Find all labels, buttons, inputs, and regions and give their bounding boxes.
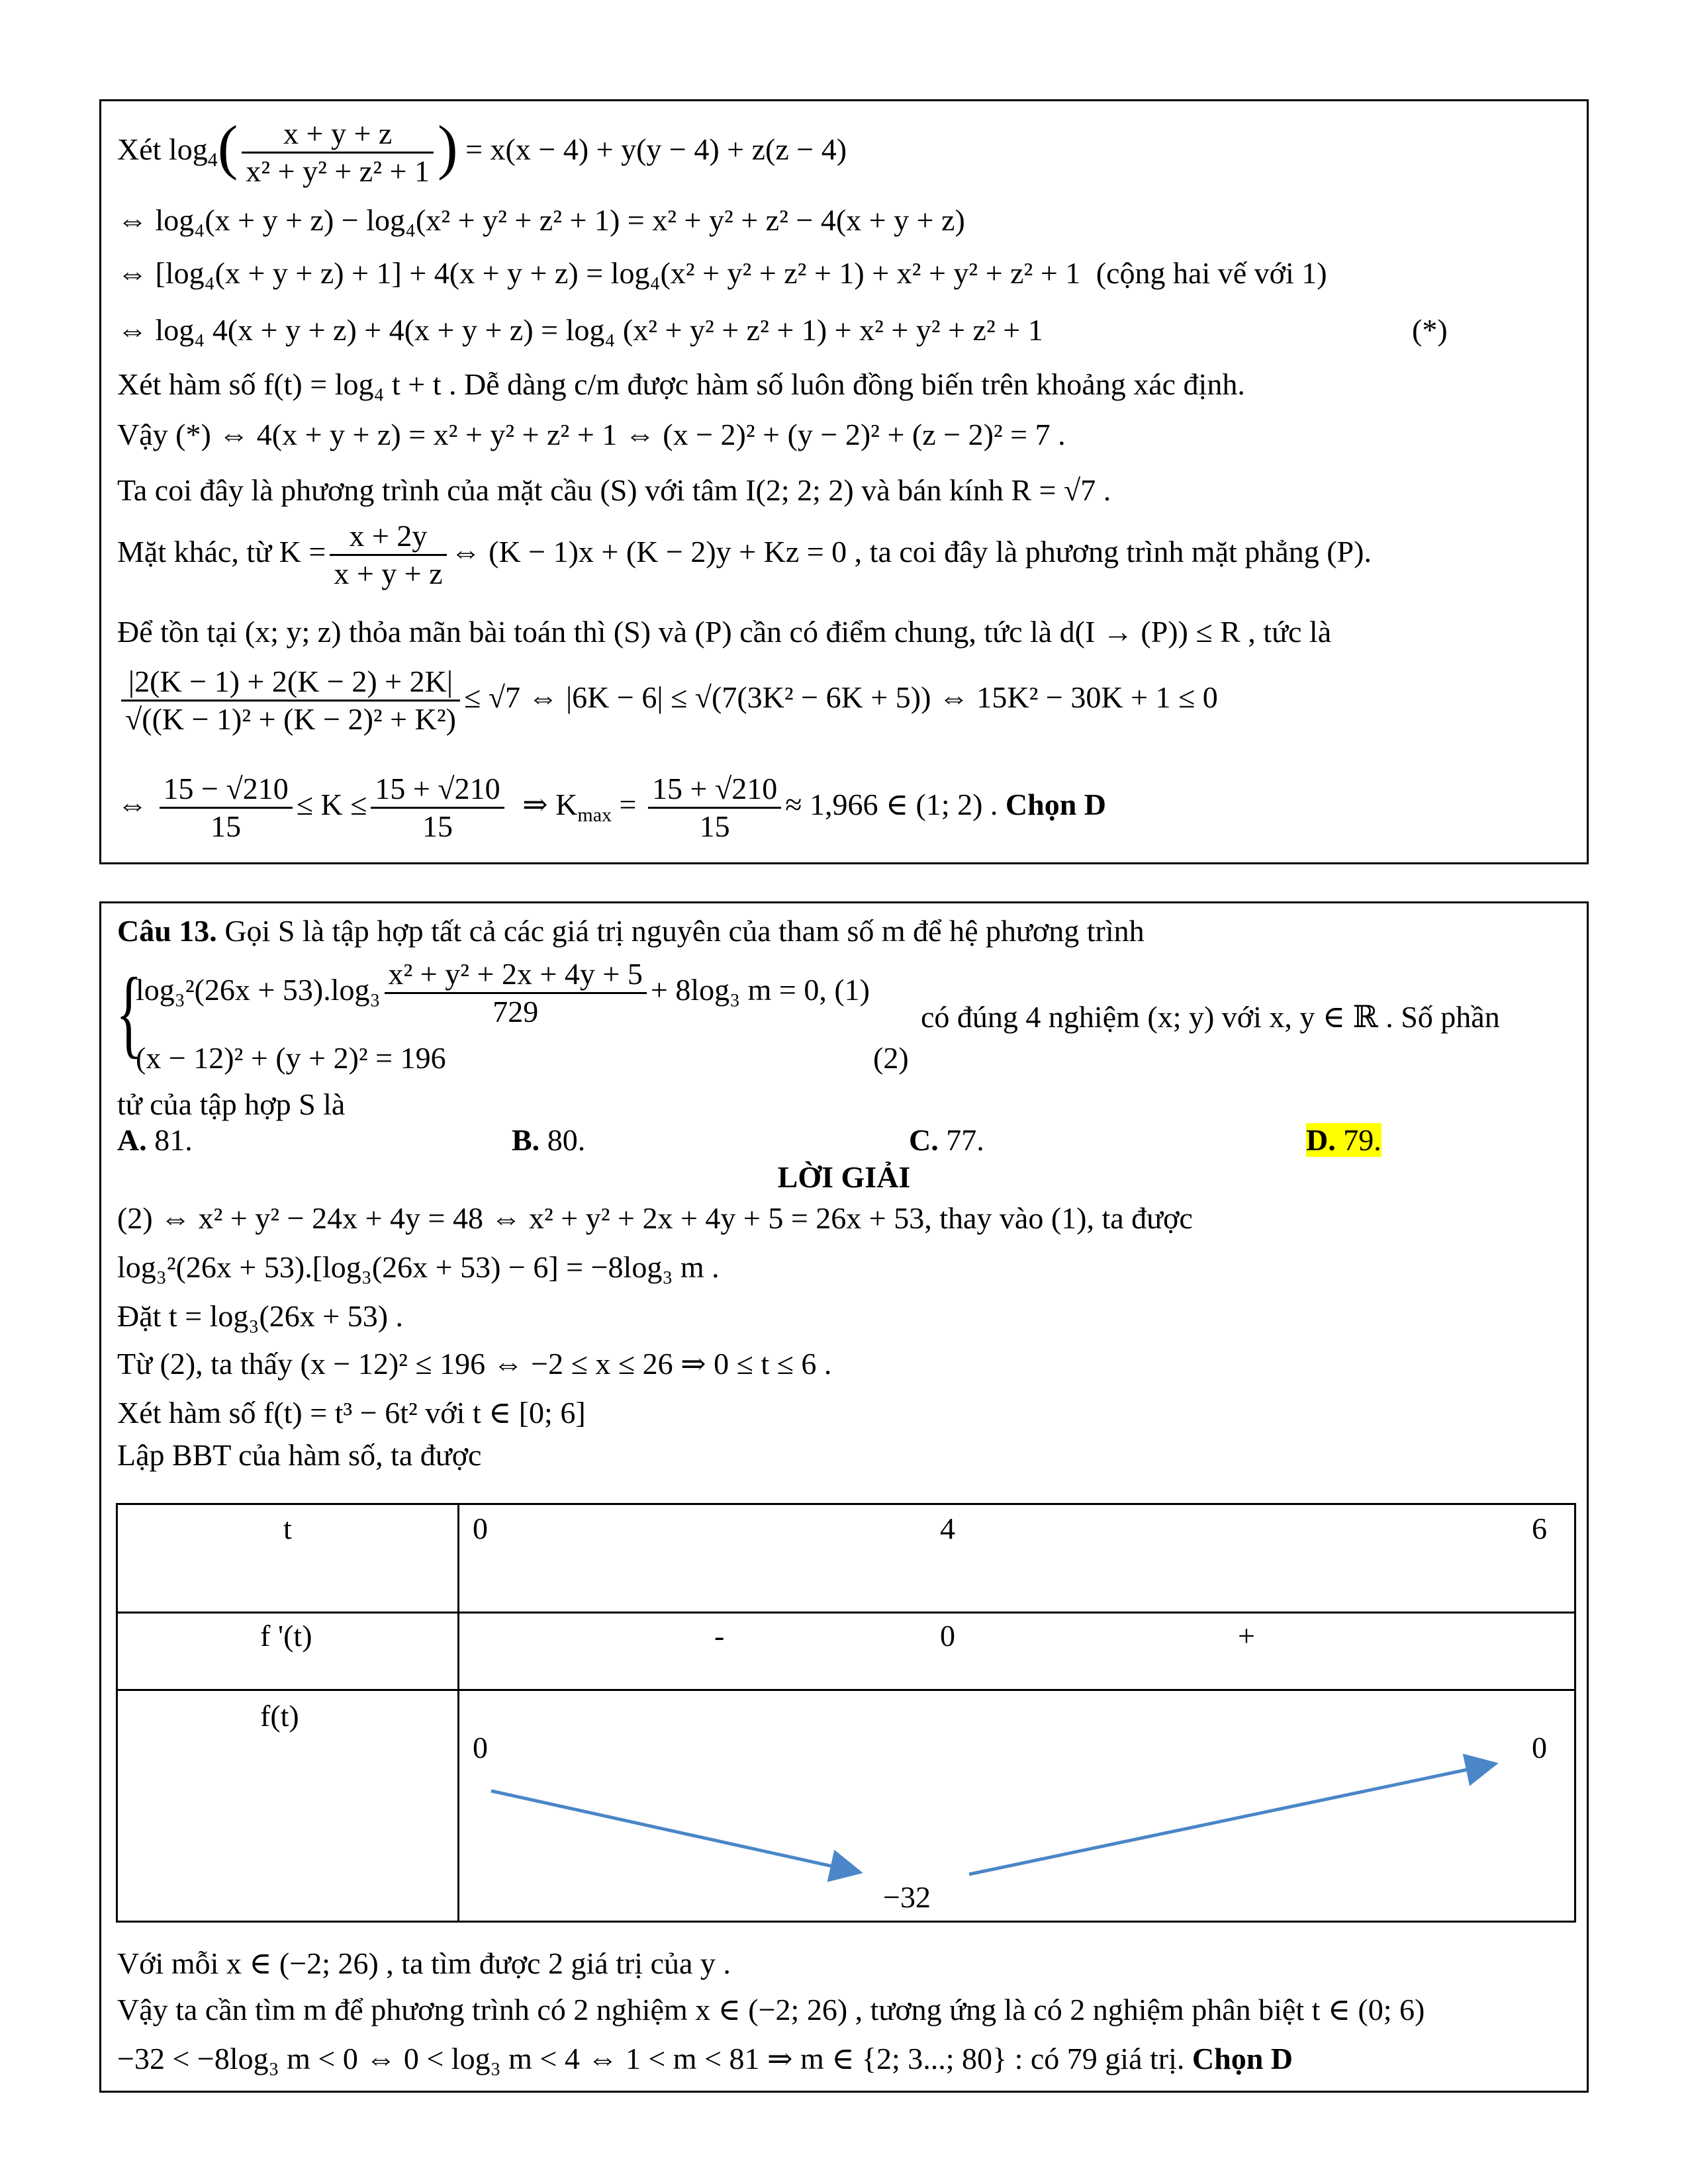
decreasing-arrow xyxy=(491,1791,857,1872)
system-eq-2: (x − 12)² + (y + 2)² = 196 xyxy=(136,1041,446,1075)
solution-line-8: Vậy ta cần tìm m để phương trình có 2 nghiệm x ∈ (−2; 26) , tương ứng là có 2 nghiệm phân biệt t ∈ (0; 6) xyxy=(117,1993,1425,2026)
solution-line-5: Xét hàm số f(t) = t³ − 6t² với t ∈ [0; 6] xyxy=(117,1396,586,1430)
option-d[interactable]: D. 79. xyxy=(1306,1123,1382,1157)
system-fraction: $\frac{\text{x² + y² + 2x + 4y + 5}}{729}$ xyxy=(385,956,647,1030)
question-tail: có đúng 4 nghiệm (x; y) với x, y ∈ ℝ . Số phần xyxy=(921,1000,1500,1034)
line-1: Xét $\log_4$( $\frac{x + y + z}{\text{x² + y² + z² + 1}}$ ) = x(x − 4) + y(y − 4) + z(z − 4) xyxy=(117,113,847,188)
question-box-13 xyxy=(99,901,1589,2093)
table-function-values xyxy=(459,1690,1575,1922)
line-5: Xét hàm số f(t) = log₄ t + t . Dễ dàng c/m được hàm số luôn đồng biến trên khoảng xác định. xyxy=(117,367,1245,401)
solution-title: LỜI GIẢI xyxy=(777,1160,911,1194)
f-right-value: 0 xyxy=(1532,1731,1547,1764)
line-9: Để tồn tại (x; y; z) thỏa mãn bài toán thì (S) và (P) cần có điểm chung, tức là d(I → (P)) ≤ R , tức là xyxy=(117,615,1332,649)
variation-arrows xyxy=(459,1691,1578,1919)
solution-line-3: Đặt t = log₃(26x + 53) . xyxy=(117,1299,404,1333)
f-min-value: −32 xyxy=(883,1880,931,1914)
solution-line-1: (2) ⇔ x² + y² − 24x + 4y = 48 ⇔ x² + y² + 2x + 4y + 5 = 26x + 53, thay vào (1), ta được xyxy=(117,1201,1193,1235)
fraction-upper: $\frac{15 + √210}{15}$ xyxy=(371,771,504,844)
line-6: Vậy (*) ⇔ 4(x + y + z) = x² + y² + z² + 1 ⇔ (x − 2)² + (y − 2)² + (z − 2)² = 7 . xyxy=(117,418,1066,451)
system-eq-1: log₃²(26x + 53).log₃ $\frac{\text{x² + y² + 2x + 4y + 5}}{729}$ + 8log₃ m = 0, (1) xyxy=(136,957,870,1028)
solution-line-6: Lập BBT của hàm số, ta được xyxy=(117,1438,482,1472)
line-3: ⇔ [log₄(x + y + z) + 1] + 4(x + y + z) = log₄(x² + y² + z² + 1) + x² + y² + z² + 1 (cộng hai vế với 1) xyxy=(117,256,1327,290)
distance-fraction: $\frac{|2(K - 1) + 2(K - 2) + 2K|}{\text{√((K − 1)² + (K − 2)² + K²)}}$ xyxy=(121,664,460,737)
system-eq-2-tag: (2) xyxy=(873,1041,909,1075)
variation-table xyxy=(116,1503,1576,1923)
f-left-value: 0 xyxy=(473,1731,488,1764)
line-10: $\frac{|2(K - 1) + 2(K - 2) + 2K|}{\text{√((K − 1)² + (K − 2)² + K²)}}$ ≤ √7 ⇔ |6K − 6| ≤ √(7(3K² − 6K + 5)) ⇔ 15K² − 30K + 1 ≤ 0 xyxy=(117,664,1218,737)
solution-line-2: log₃²(26x + 53).[log₃(26x + 53) − 6] = −8log₃ m . xyxy=(117,1250,720,1284)
solution-line-7: Với mỗi x ∈ (−2; 26) , ta tìm được 2 giá trị của y . xyxy=(117,1946,731,1980)
system-brace: { xyxy=(116,958,142,1068)
table-derivative-signs: - 0 + xyxy=(459,1613,1575,1690)
table-header-derivative: f '(t) xyxy=(117,1613,459,1690)
option-b[interactable]: B. 80. xyxy=(512,1123,586,1157)
option-a[interactable]: A. 81. xyxy=(117,1123,193,1157)
line-2: ⇔ log₄(x + y + z) − log₄(x² + y² + z² + 1) = x² + y² + z² − 4(x + y + z) xyxy=(117,203,965,237)
table-header-function: f(t) xyxy=(117,1690,459,1922)
line-7: Ta coi đây là phương trình của mặt cầu (S) với tâm I(2; 2; 2) và bán kính R = √7 . xyxy=(117,473,1111,507)
increasing-arrow xyxy=(969,1764,1492,1874)
fraction-1: $\frac{x + y + z}{\text{x² + y² + z² + 1}}$ xyxy=(242,116,434,189)
solution-box-1 xyxy=(99,99,1589,864)
option-c[interactable]: C. 77. xyxy=(909,1123,984,1157)
question-line-1: Câu 13. Gọi S là tập hợp tất cả các giá trị nguyên của tham số m để hệ phương trình xyxy=(117,914,1145,948)
solution-line-9: −32 < −8log₃ m < 0 ⇔ 0 < log₃ m < 4 ⇔ 1 < m < 81 ⇒ m ∈ {2; 3...; 80} : có 79 giá trị. Chọn D xyxy=(117,2042,1293,2075)
solution-line-4: Từ (2), ta thấy (x − 12)² ≤ 196 ⇔ −2 ≤ x ≤ 26 ⇒ 0 ≤ t ≤ 6 . xyxy=(117,1347,832,1381)
equation-tag: (*) xyxy=(1412,313,1448,347)
table-header-t: t xyxy=(117,1504,459,1613)
fraction-lower: $\frac{15 - √210}{15}$ xyxy=(160,771,293,844)
table-t-values: 0 4 6 xyxy=(459,1504,1575,1613)
fraction-K: $\frac{x + 2y}{x + y + z}$ xyxy=(330,518,446,592)
line-8: Mặt khác, từ K = $\frac{x + 2y}{x + y + z}$ ⇔ (K − 1)x + (K − 2)y + Kz = 0 , ta coi đây là phương trình mặt phẳng (P). xyxy=(117,519,1372,590)
question-line-last: tử của tập hợp S là xyxy=(117,1087,346,1121)
line-4: ⇔ log₄ 4(x + y + z) + 4(x + y + z) = log₄ (x² + y² + z² + 1) + x² + y² + z² + 1 xyxy=(117,313,1043,347)
line-11: ⇔ $\frac{15 - √210}{15}$ ≤ K ≤ $\frac{15 + √210}{15}$ ⇒ $K_{max}$ = $\frac{15 + √210}{15}$ ≈ 1,966 ∈ (1; 2) . Chọn D xyxy=(117,772,1107,843)
fraction-kmax: $\frac{15 + √210}{15}$ xyxy=(648,771,781,844)
